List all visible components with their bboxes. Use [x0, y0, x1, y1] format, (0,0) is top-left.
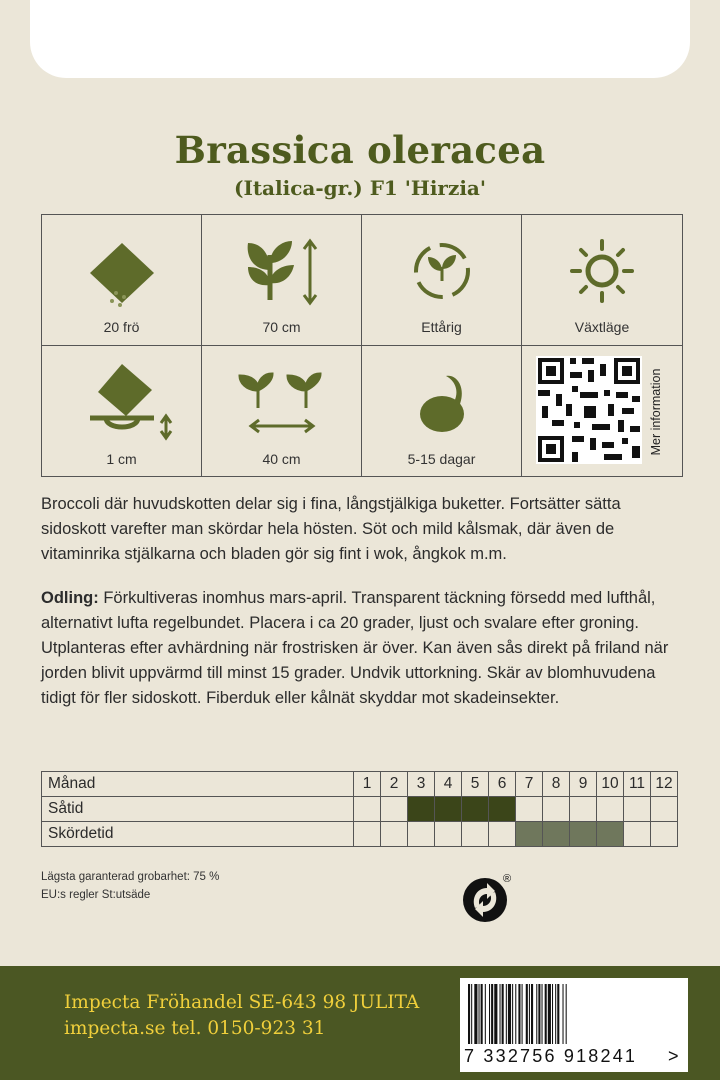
- month-1: 1: [354, 772, 381, 797]
- barcode-arrow: >: [668, 1046, 679, 1066]
- seed-count-label: 20 frö: [103, 319, 140, 335]
- cycle-cell: [362, 215, 522, 346]
- sow-month-9: [570, 797, 597, 822]
- company-address: Impecta Fröhandel SE-643 98 JULITA: [64, 992, 420, 1013]
- sow-month-4: [435, 797, 462, 822]
- annual-cycle-icon: [362, 215, 522, 325]
- sow-month-1: [354, 797, 381, 822]
- harvest-month-6: [489, 822, 516, 847]
- barcode-bars: [468, 984, 668, 1044]
- harvest-month-2: [381, 822, 408, 847]
- month-header: Månad: [42, 772, 354, 797]
- month-7: 7: [516, 772, 543, 797]
- seed-packet-icon: [42, 215, 202, 325]
- month-6: 6: [489, 772, 516, 797]
- description: Broccoli där huvudskotten delar sig i fina, långstjälkiga buketter. Fortsätter sätta sidoskott varefter man skördar hela hösten. Söt och mild kålsmak, där även de vitaminrika stjälkarna och bladen gör sig fint i wok, ångkok m.m.: [41, 495, 621, 563]
- month-3: 3: [408, 772, 435, 797]
- svg-text:®: ®: [503, 873, 511, 885]
- month-12: 12: [651, 772, 678, 797]
- height-label: 70 cm: [262, 319, 301, 335]
- month-8: 8: [543, 772, 570, 797]
- spacing-cell: [202, 346, 362, 477]
- month-9: 9: [570, 772, 597, 797]
- qr-code-icon[interactable]: [522, 346, 648, 466]
- harvest-label: Skördetid: [42, 822, 354, 847]
- germination-rate-note: Lägsta garanterad grobarhet: 75 %: [41, 871, 220, 883]
- company-contact: impecta.se tel. 0150-923 31: [64, 1018, 326, 1039]
- harvest-month-7: [516, 822, 543, 847]
- location-cell: [522, 215, 682, 346]
- harvest-month-4: [435, 822, 462, 847]
- sowing-calendar: [41, 771, 678, 847]
- cycle-label: Ettårig: [421, 319, 462, 335]
- height-cell: [202, 215, 362, 346]
- harvest-month-1: [354, 822, 381, 847]
- location-label: Växtläge: [574, 319, 630, 335]
- harvest-month-5: [462, 822, 489, 847]
- barcode-number: 7 332756 918241: [464, 1046, 638, 1066]
- growing-heading: Odling:: [41, 589, 99, 607]
- sow-month-12: [651, 797, 678, 822]
- sow-month-3: [408, 797, 435, 822]
- germination-seed-icon: [362, 346, 522, 456]
- harvest-month-9: [570, 822, 597, 847]
- calendar-harvest-row: [42, 822, 678, 847]
- more-info-label: Mer information: [649, 368, 663, 456]
- recycling-icon: [459, 872, 511, 924]
- plant-height-icon: [202, 215, 362, 325]
- germination-cell: [362, 346, 522, 477]
- species-title: Brassica oleracea: [174, 128, 546, 172]
- month-10: 10: [597, 772, 624, 797]
- sow-month-11: [624, 797, 651, 822]
- harvest-month-12: [651, 822, 678, 847]
- qr-cell: [522, 346, 682, 477]
- depth-cell: [42, 346, 202, 477]
- harvest-month-10: [597, 822, 624, 847]
- sun-icon: [522, 215, 682, 325]
- harvest-month-3: [408, 822, 435, 847]
- month-4: 4: [435, 772, 462, 797]
- sow-month-2: [381, 797, 408, 822]
- sowing-depth-icon: [42, 346, 202, 456]
- sow-month-8: [543, 797, 570, 822]
- month-2: 2: [381, 772, 408, 797]
- seed-count-cell: [42, 215, 202, 346]
- plant-spacing-icon: [202, 346, 362, 456]
- calendar-month-row: [42, 772, 678, 797]
- sow-label: Såtid: [42, 797, 354, 822]
- depth-label: 1 cm: [106, 451, 137, 467]
- sow-month-7: [516, 797, 543, 822]
- sow-month-10: [597, 797, 624, 822]
- month-5: 5: [462, 772, 489, 797]
- germination-label: 5-15 dagar: [407, 451, 476, 467]
- regulation-note: EU:s regler St:utsäde: [41, 889, 151, 901]
- harvest-month-11: [624, 822, 651, 847]
- harvest-month-8: [543, 822, 570, 847]
- sow-month-6: [489, 797, 516, 822]
- barcode: [460, 978, 688, 1072]
- hang-hole: [30, 0, 690, 78]
- info-grid: [41, 214, 683, 477]
- variety-subtitle: (Italica-gr.) F1 'Hirzia': [234, 176, 486, 200]
- month-11: 11: [624, 772, 651, 797]
- growing-text: Förkultiveras inomhus mars-april. Transparent täckning försedd med lufthål, alternativt lufta regelbundet. Placera i ca 20 grader, ljust och svalare efter groning. Utplanteras efter avhärdning när frostrisken är över. Kan även sås direkt på friland när jorden blivit uppvärmd till minst 15 grader. Undvik uttorkning. Skär av blomhuvudena tidigt för fler sidoskott. Fiberduk eller kålnät skyddar mot skadeinsekter.: [41, 589, 669, 707]
- sow-month-5: [462, 797, 489, 822]
- spacing-label: 40 cm: [262, 451, 301, 467]
- calendar-sow-row: [42, 797, 678, 822]
- growing-instructions: [41, 586, 686, 711]
